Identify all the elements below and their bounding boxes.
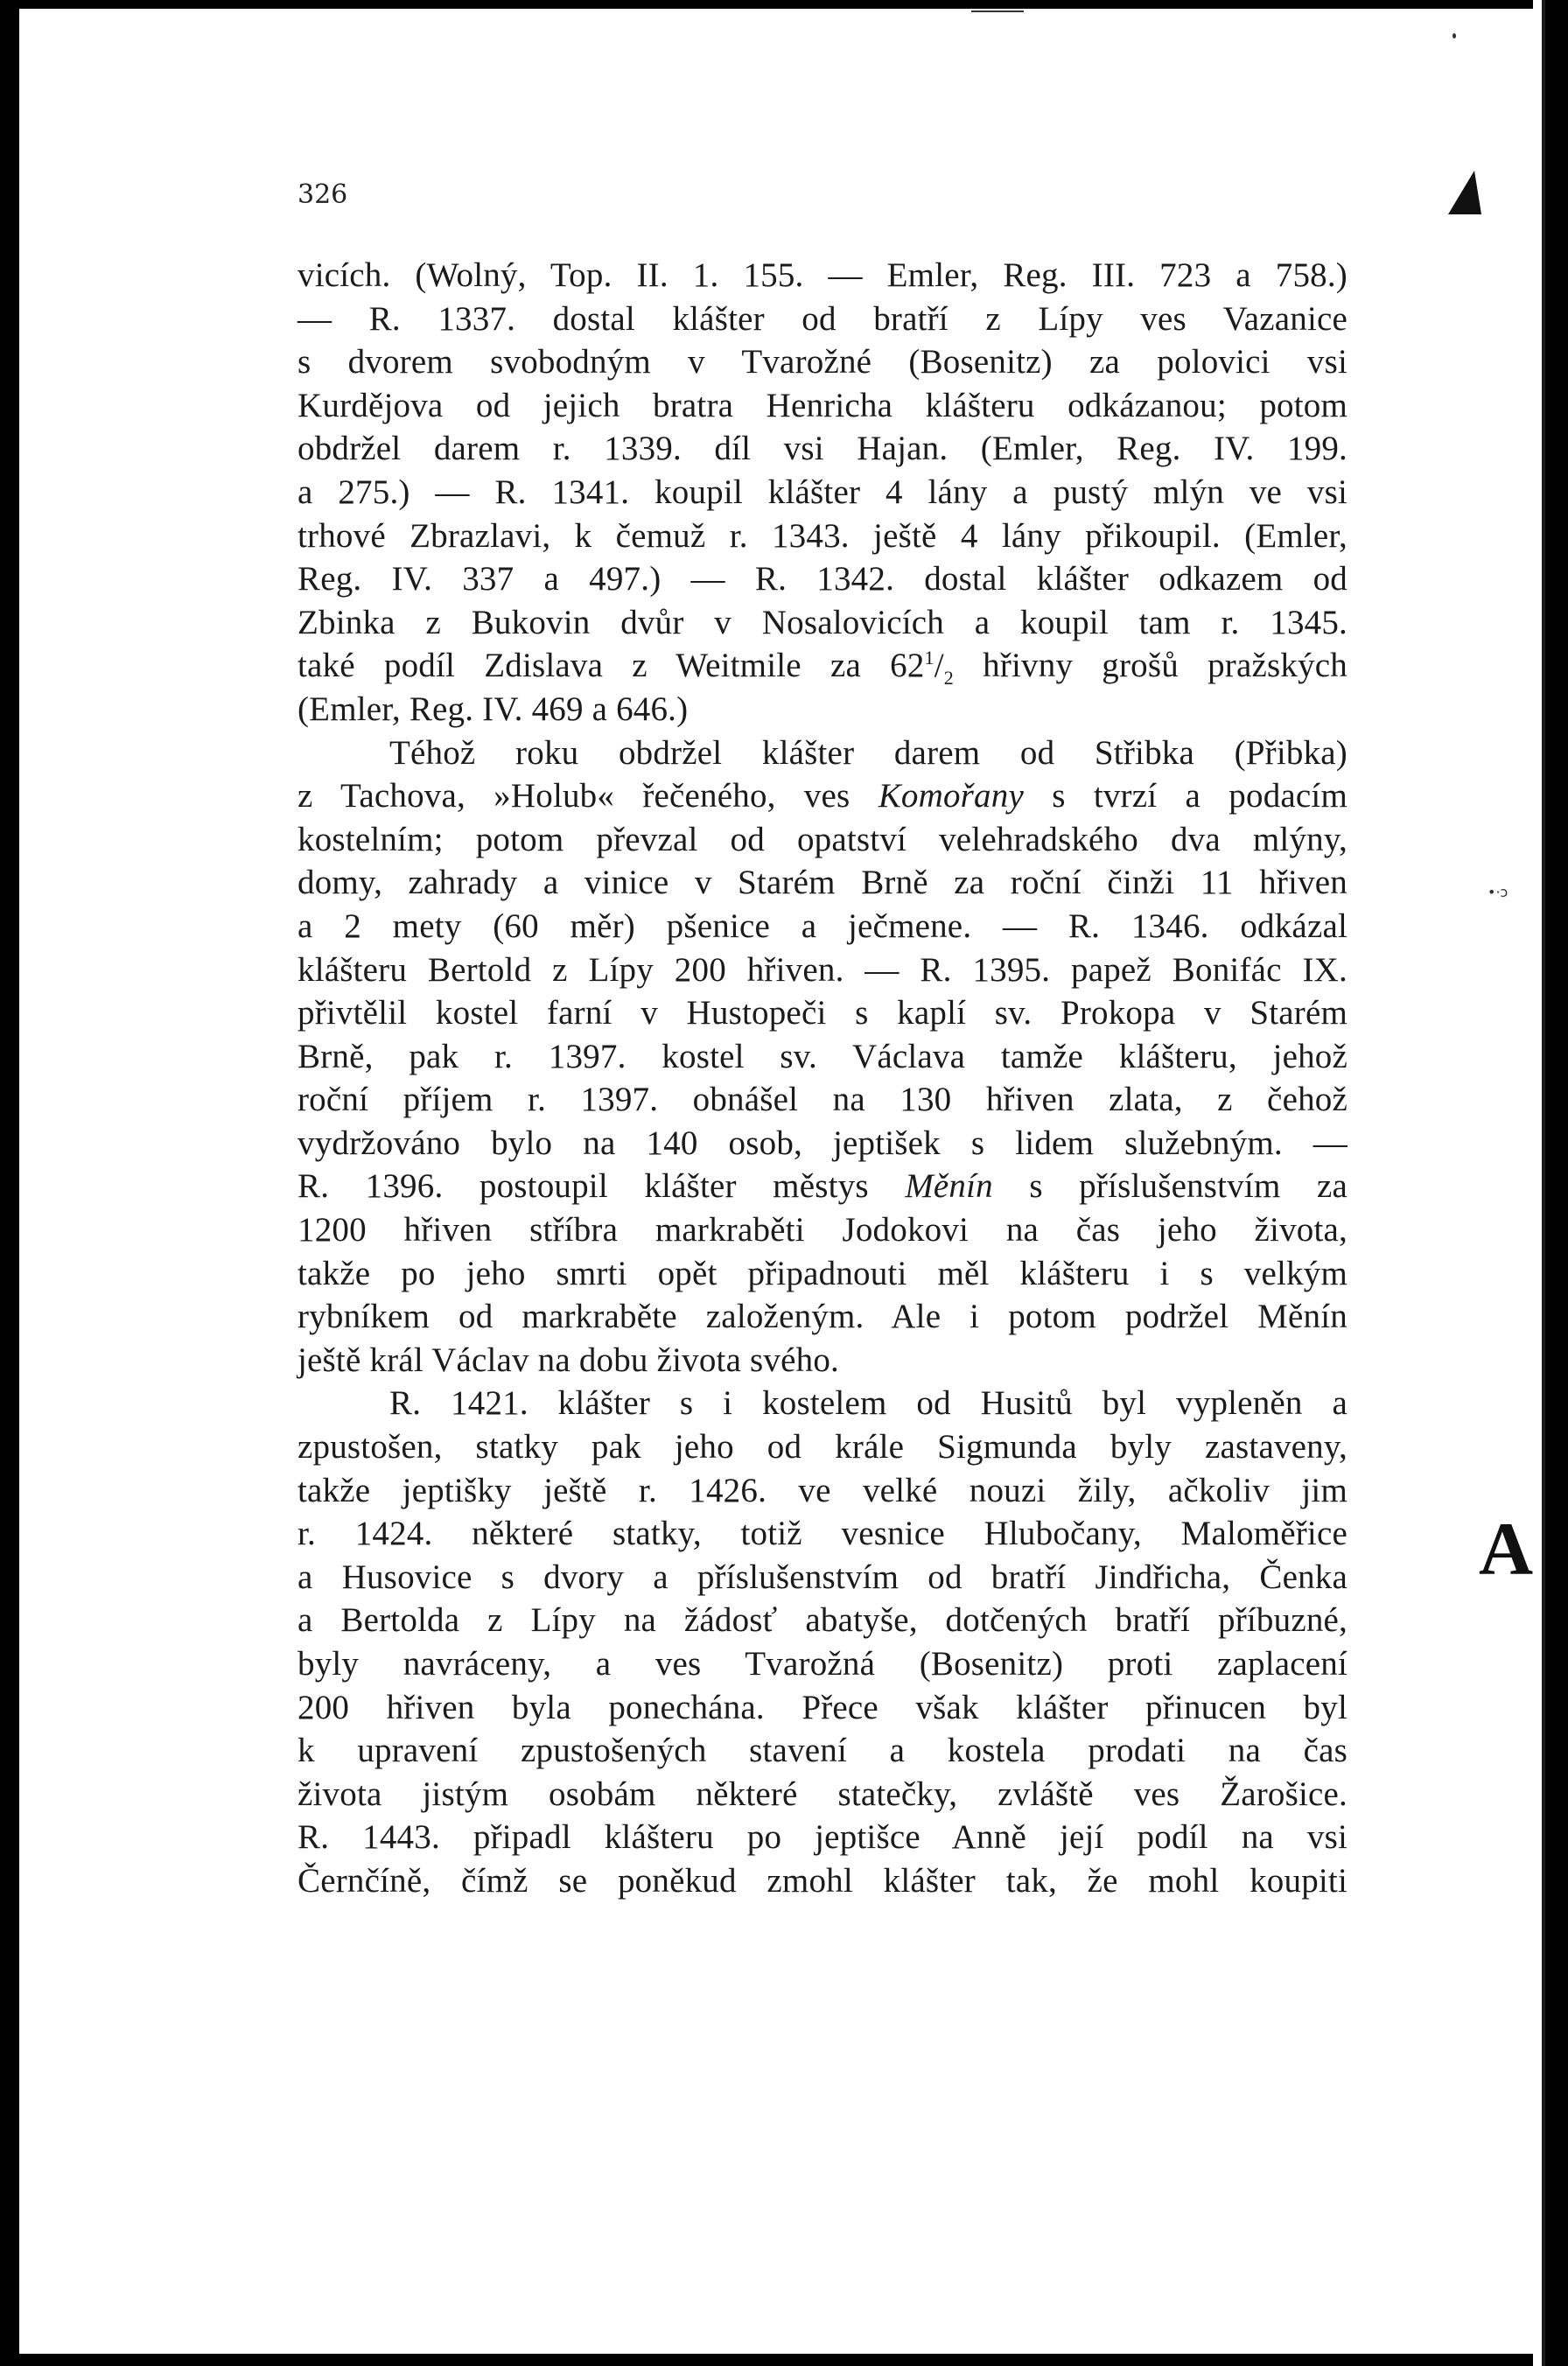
text-segment: hřivny grošů pražských [953,647,1348,685]
text-line: Černčíně, čímž se poněkud zmohl klášter tak, že mohl koupiti [298,1861,1348,1900]
text-line: r. 1424. některé statky, totiž vesnice Hlubočany, Maloměřice [298,1515,1348,1553]
text-line: Reg. IV. 337 a 497.) — R. 1342. dostal klášter odkazem od [298,560,1348,598]
text-segment: také podíl Zdislava z Weitmile za 62 [298,647,925,685]
text-line: k upravení zpustošených stavení a kostela prodati na čas [298,1732,1348,1770]
text-segment: s tvrzí a podacím [1023,777,1348,816]
text-line: trhové Zbrazlavi, k čemuž r. 1343. ještě 4 lány přikoupil. (Emler, [298,516,1348,555]
text-line: Kurdějova od jejich bratra Henricha klášteru odkázanou; potom [298,386,1348,424]
text-line: a Bertolda z Lípy na žádosť abatyše, dotčených bratří příbuzné, [298,1601,1348,1640]
text-line: Brně, pak r. 1397. kostel sv. Václava tamže klášteru, jehož [298,1037,1348,1075]
text-line: roční příjem r. 1397. obnášel na 130 hřiven zlata, z čehož [298,1081,1348,1119]
text-line: takže po jeho smrti opět připadnouti měl klášteru i s velkým [298,1254,1348,1292]
text-line: 1200 hřiven stříbra markraběti Jodokovi na čas jeho života, [298,1211,1348,1250]
fraction-numerator: 1 [924,647,934,669]
fraction-denominator: 2 [943,667,954,690]
page-number: 326 [298,179,348,210]
text-segment: s příslušenstvím za [992,1167,1348,1206]
text-line: R. 1443. připadl klášteru po jeptišce Anně její podíl na vsi [298,1818,1348,1857]
text-line: rybníkem od markraběte založeným. Ale i potom podržel Měnín [298,1298,1348,1336]
body-text [298,254,1348,1903]
text-line: přivtělil kostel farní v Hustopeči s kaplí sv. Prokopa v Starém [298,994,1348,1032]
text-line [298,644,1348,688]
place-name-italic: Měnín [905,1167,993,1206]
margin-ink-mark [1448,171,1481,214]
scan-speck [1452,33,1456,38]
paragraph-first-line: Téhož roku obdržel klášter darem od Střibka (Přibka) [389,733,1348,772]
text-line: kostelním; potom převzal od opatství velehradského dva mlýny, [298,820,1348,858]
text-line: a 2 mety (60 měr) pšenice a ječmene. — R. 1346. odkázal [298,906,1348,945]
text-line: domy, zahrady a vinice v Starém Brně za roční činži 11 hřiven [298,864,1348,902]
text-line: života jistým osobám některé statečky, zvláště ves Žarošice. [298,1774,1348,1813]
text-line: byly navráceny, a ves Tvarožná (Bosenitz) proti zaplacení [298,1645,1348,1683]
paragraph-first-line: R. 1421. klášter s i kostelem od Husitů byl vypleněn a [389,1384,1348,1423]
text-line: zpustošen, statky pak jeho od krále Sigmunda byly zastaveny, [298,1428,1348,1466]
margin-speck-mark: •·ↄ [1488,884,1508,900]
text-line: Zbinka z Bukovin dvůr v Nosalovicích a koupil tam r. 1345. [298,603,1348,641]
text-line [298,774,1348,818]
text-line: a 275.) — R. 1341. koupil klášter 4 lány a pustý mlýn ve vsi [298,472,1348,511]
text-segment: z Tachova, »Holub« řečeného, ves [298,777,878,816]
text-line: (Emler, Reg. IV. 469 a 646.) [298,690,689,728]
text-line: s dvorem svobodným v Tvarožné (Bosenitz) za polovici vsi [298,343,1348,382]
text-line [298,1165,1348,1208]
text-line: vydržováno bylo na 140 osob, jeptišek s lidem služebným. — [298,1124,1348,1162]
text-line: — R. 1337. dostal klášter od bratří z Lípy ves Vazanice [298,299,1348,338]
text-line: obdržel darem r. 1339. díl vsi Hajan. (Emler, Reg. IV. 199. [298,430,1348,468]
page-edge-shadow [1542,0,1545,2366]
text-line: takže jeptišky ještě r. 1426. ve velké nouzi žily, ačkoliv jim [298,1471,1348,1509]
fraction-slash: / [934,647,944,685]
text-line: a Husovice s dvory a příslušenstvím od bratří Jindřicha, Čenka [298,1558,1348,1596]
text-line: 200 hřiven byla ponechána. Přece však klášter přinucen byl [298,1688,1348,1726]
text-segment: R. 1396. postoupil klášter městys [298,1167,906,1206]
text-line: klášteru Bertold z Lípy 200 hřiven. — R. 1395. papež Bonifác IX. [298,950,1348,989]
margin-bleed-letter: A [1479,1507,1534,1591]
text-line: vicích. (Wolný, Top. II. 1. 155. — Emler, Reg. III. 723 a 758.) [298,256,1348,294]
place-name-italic: Komořany [878,777,1024,816]
text-line: ještě král Václav na dobu života svého. [298,1340,839,1379]
scan-speck [971,10,1024,12]
